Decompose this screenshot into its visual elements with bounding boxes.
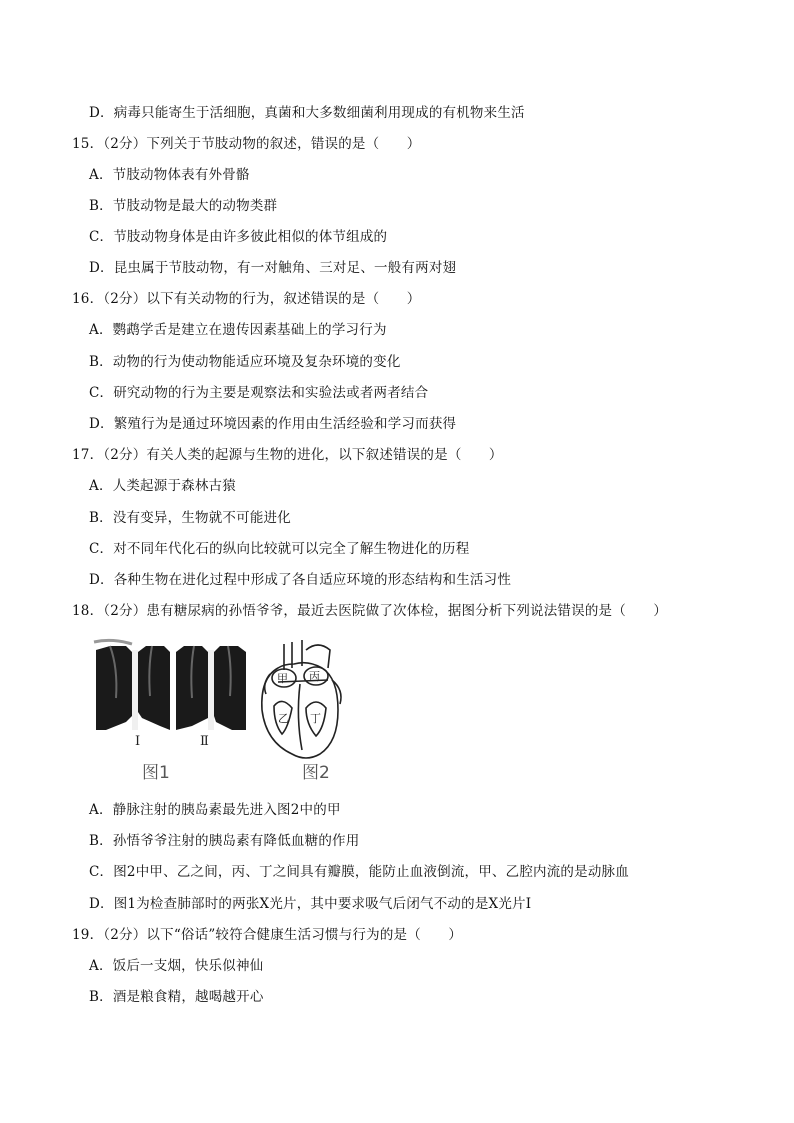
xray-2 <box>176 646 246 730</box>
option-d-q14: D．病毒只能寄生于活细胞，真菌和大多数细菌利用现成的有机物来生活 <box>89 105 525 121</box>
option-d-q17: D．各种生物在进化过程中形成了各自适应环境的形态结构和生活习性 <box>89 572 512 588</box>
option-a-q18: A．静脉注射的胰岛素最先进入图2中的甲 <box>89 802 341 818</box>
option-c-q18: C．图2中甲、乙之间，丙、丁之间具有瓣膜，能防止血液倒流，甲、乙腔内流的是动脉血 <box>89 864 629 880</box>
option-a-q16: A．鹦鹉学舌是建立在遗传因素基础上的学习行为 <box>89 322 387 338</box>
option-a-q19: A．饭后一支烟，快乐似神仙 <box>89 958 264 974</box>
option-a-q17: A．人类起源于森林古猿 <box>89 478 236 494</box>
heart-label-yi: 乙 <box>278 712 289 725</box>
question-19: 19．（2分）以下“俗话”较符合健康生活习惯与行为的是（ ） <box>72 927 463 943</box>
option-b-q16: B．动物的行为使动物能适应环境及复杂环境的变化 <box>89 354 401 370</box>
option-b-q17: B．没有变异，生物就不可能进化 <box>89 510 291 526</box>
heart-label-jia: 甲 <box>277 672 288 685</box>
figure-q18 <box>92 638 352 783</box>
option-b-q19: B．酒是粮食精，越喝越开心 <box>89 989 264 1005</box>
option-a-q15: A．节肢动物体表有外骨骼 <box>89 167 250 183</box>
option-b-q18: B．孙悟爷爷注射的胰岛素有降低血糖的作用 <box>89 833 360 849</box>
question-17: 17．（2分）有关人类的起源与生物的进化，以下叙述错误的是（ ） <box>72 447 503 463</box>
xray-1-label: Ⅰ <box>135 734 141 749</box>
heart-label-ding: 丁 <box>310 712 321 725</box>
question-15: 15．（2分）下列关于节肢动物的叙述，错误的是（ ） <box>72 136 421 152</box>
option-c-q16: C．研究动物的行为主要是观察法和实验法或者两者结合 <box>89 385 429 401</box>
option-c-q17: C．对不同年代化石的纵向比较就可以完全了解生物进化的历程 <box>89 541 470 557</box>
question-16: 16．（2分）以下有关动物的行为，叙述错误的是（ ） <box>72 291 421 307</box>
xray-1 <box>94 640 170 730</box>
figure-1-caption: 图1 <box>142 763 170 783</box>
option-d-q18: D．图1为检查肺部时的两张X光片，其中要求吸气后闭气不动的是X光片Ⅰ <box>89 896 532 912</box>
xray-2-label: Ⅱ <box>200 734 209 749</box>
heart-label-bing: 丙 <box>309 670 320 683</box>
option-d-q16: D．繁殖行为是通过环境因素的作用由生活经验和学习而获得 <box>89 416 457 432</box>
option-c-q15: C．节肢动物身体是由许多彼此相似的体节组成的 <box>89 229 388 245</box>
option-d-q15: D．昆虫属于节肢动物，有一对触角、三对足、一般有两对翅 <box>89 260 457 276</box>
figure-2-caption: 图2 <box>302 763 330 783</box>
option-b-q15: B．节肢动物是最大的动物类群 <box>89 198 278 214</box>
question-18: 18．（2分）患有糖尿病的孙悟爷爷，最近去医院做了次体检，据图分析下列说法错误的是（ ） <box>72 603 668 619</box>
heart-diagram <box>262 640 341 758</box>
